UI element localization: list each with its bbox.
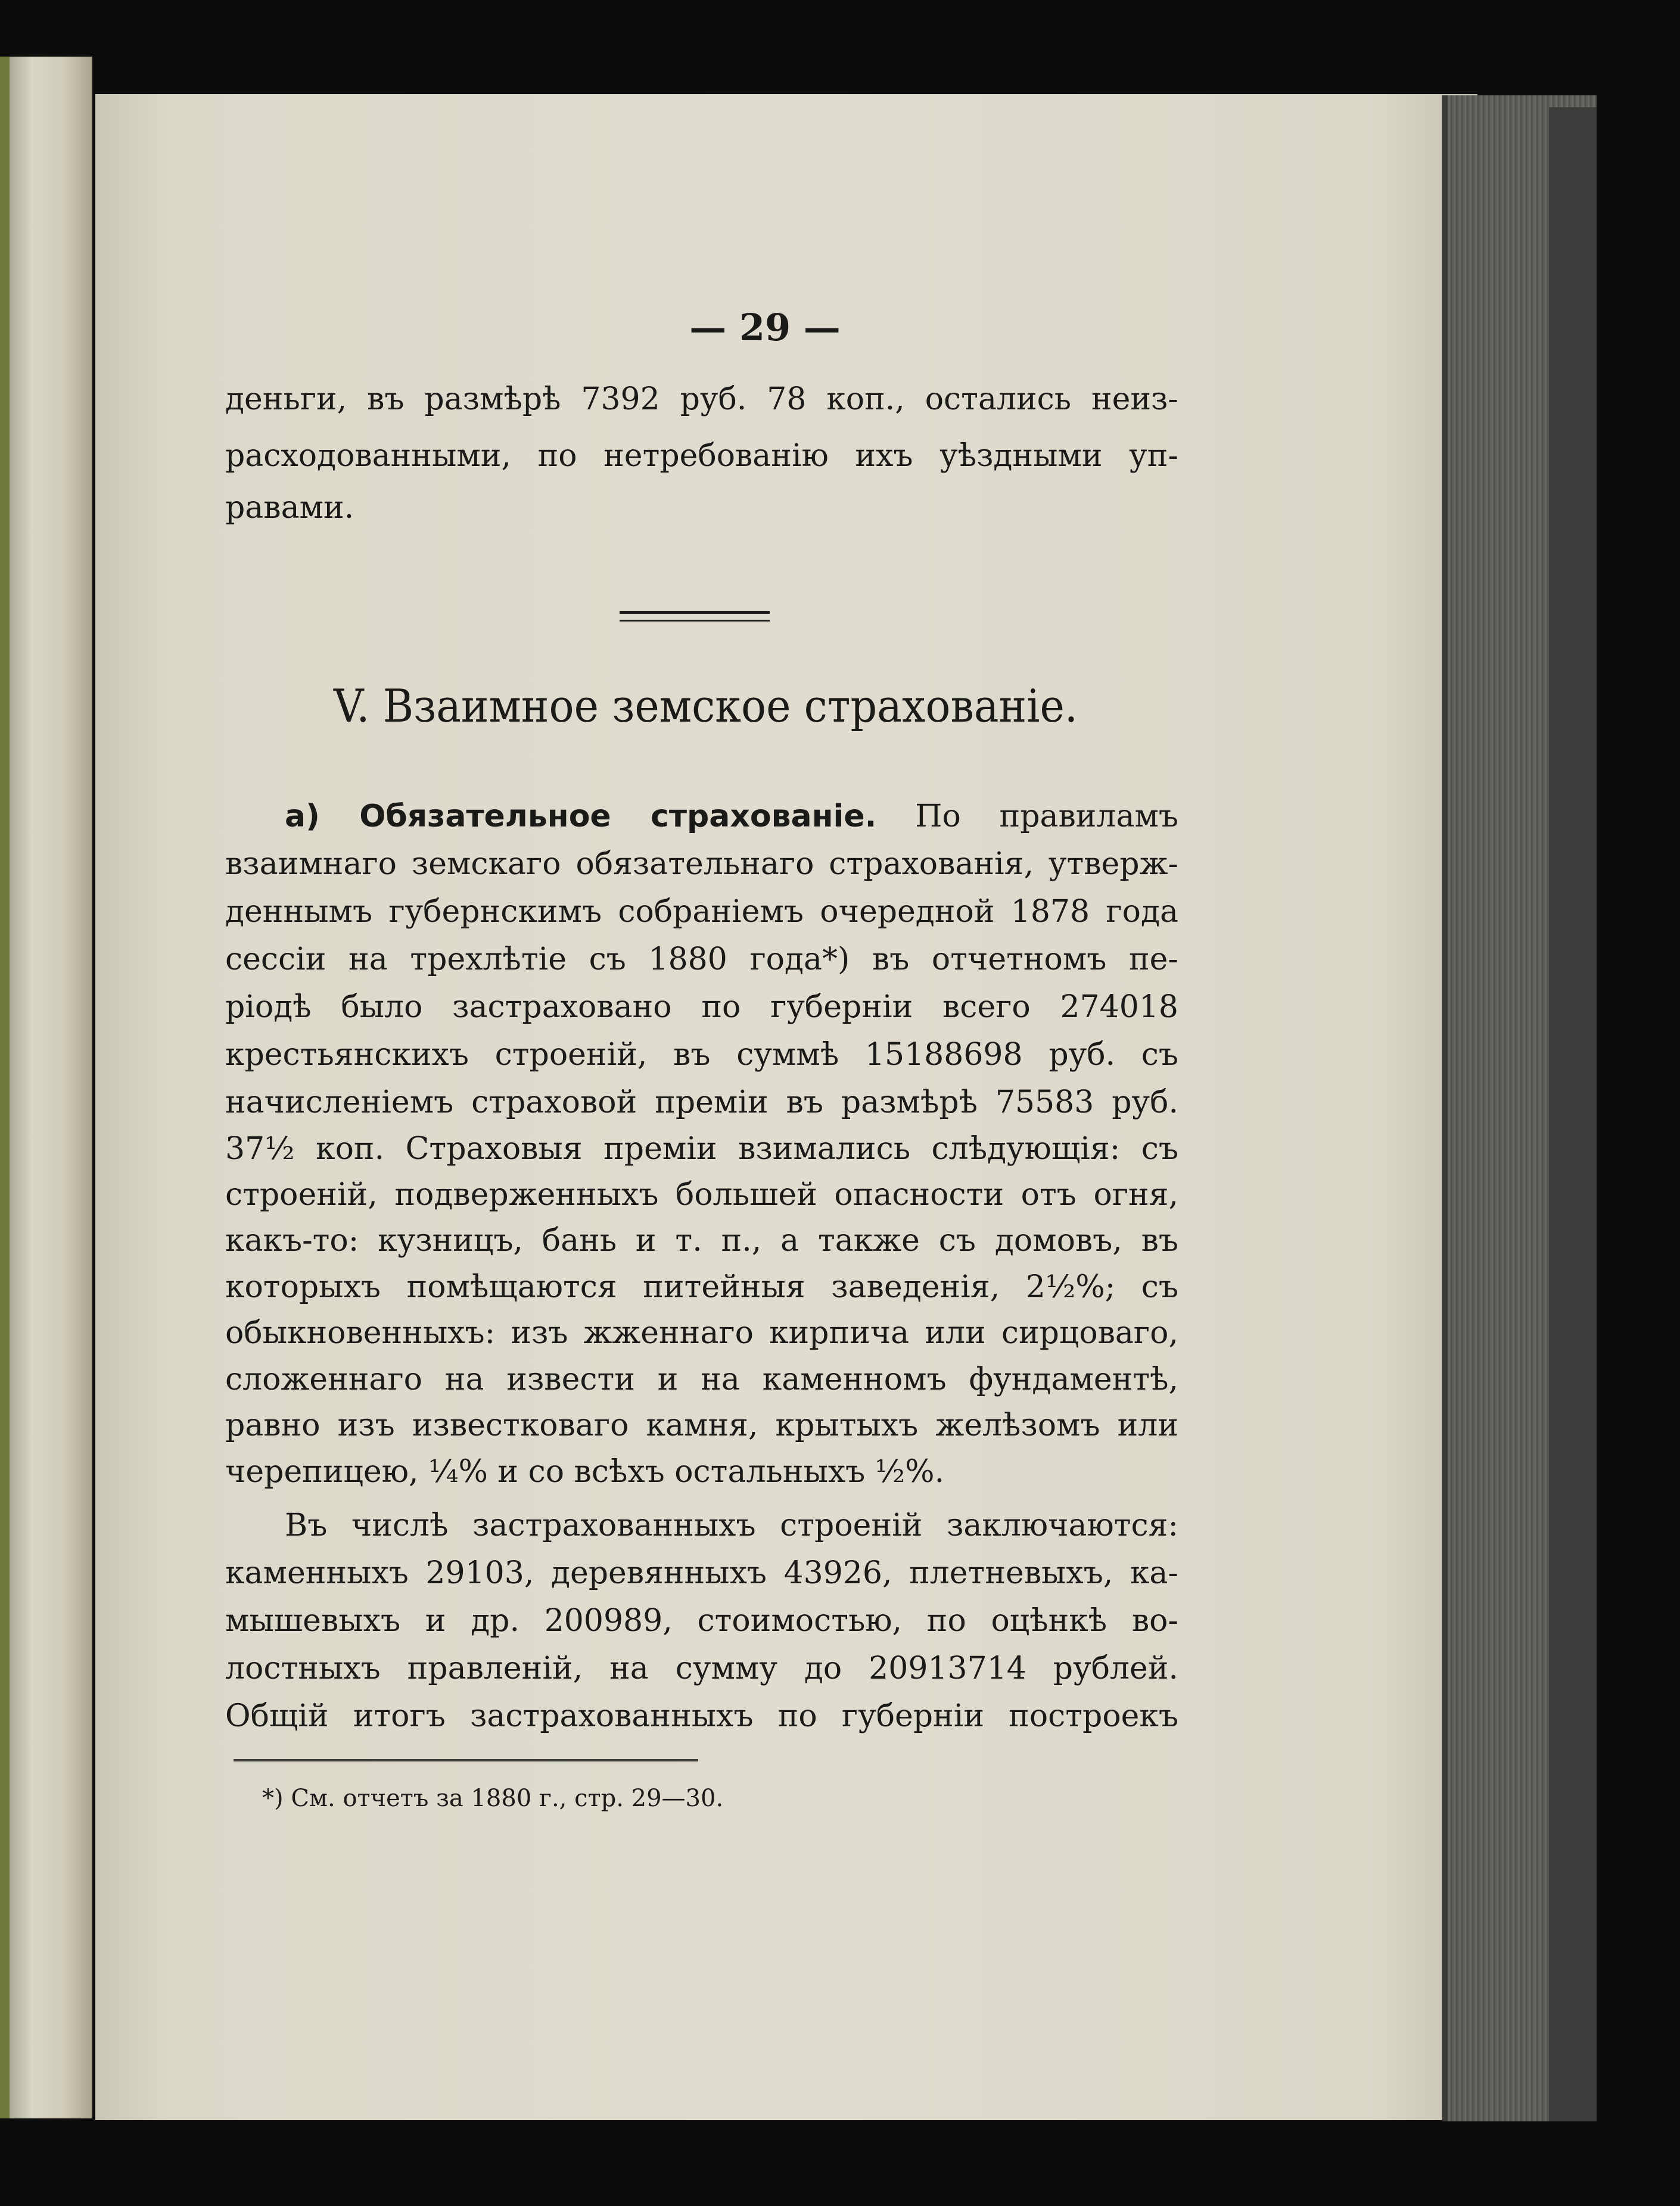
text-line: которыхъ помѣщаются питейныя заведенія, 2½%; съ xyxy=(225,1269,1178,1305)
text-line: каменныхъ 29103, деревянныхъ 43926, плетневыхъ, ка- xyxy=(225,1555,1178,1591)
text-line: деннымъ губернскимъ собраніемъ очередной 1878 года xyxy=(225,894,1178,930)
text-line: взаимнаго земскаго обязательнаго страхованія, утверж- xyxy=(225,846,1178,882)
text-line: сложеннаго на извести и на каменномъ фундаментѣ, xyxy=(225,1362,1178,1397)
book-cover-edge xyxy=(1549,107,1597,2121)
text-line: черепицею, ¼% и со всѣхъ остальныхъ ½%. xyxy=(225,1454,945,1490)
section-divider xyxy=(620,611,770,622)
footnote: *) См. отчетъ за 1880 г., стр. 29—30. xyxy=(262,1785,724,1812)
text-line: сессіи на трехлѣтіе съ 1880 года*) въ отчетномъ пе- xyxy=(225,942,1178,977)
text-line: 37½ коп. Страховыя преміи взимались слѣдующія: съ xyxy=(225,1131,1178,1167)
section-heading: V. Взаимное земское страхованіе. xyxy=(334,679,1078,732)
text-line: ріодѣ было застраховано по губерніи всего 274018 xyxy=(225,989,1178,1025)
text-line: лостныхъ правленій, на сумму до 20913714 рублей. xyxy=(225,1651,1178,1686)
text-line: какъ-то: кузницъ, бань и т. п., а также съ домовъ, въ xyxy=(225,1223,1178,1259)
text-run: По правиламъ xyxy=(876,798,1178,834)
page-number: — 29 — xyxy=(689,306,841,349)
text-line: Общій итогъ застрахованныхъ по губерніи построекъ xyxy=(225,1698,1178,1734)
text-line: мышевыхъ и др. 200989, стоимостью, по оцѣнкѣ во- xyxy=(225,1603,1178,1639)
text-line: деньги, въ размѣрѣ 7392 руб. 78 коп., остались неиз- xyxy=(225,381,1178,417)
text-line: крестьянскихъ строеній, въ суммѣ 15188698 руб. съ xyxy=(225,1037,1178,1073)
text-line: равами. xyxy=(225,490,354,526)
footnote-divider xyxy=(234,1759,698,1761)
text-line: Въ числѣ застрахованныхъ строеній заключаются: xyxy=(285,1508,1178,1543)
text-line: строеній, подверженныхъ большей опасности отъ огня, xyxy=(225,1177,1178,1213)
text-line: начисленіемъ страховой преміи въ размѣрѣ 75583 руб. xyxy=(225,1085,1178,1120)
text-line: обыкновенныхъ: изъ жженнаго кирпича или сирцоваго, xyxy=(225,1315,1178,1351)
subsection-label: а) Обязательное страхованіе. xyxy=(285,798,877,834)
paragraph-first-line xyxy=(285,798,1178,834)
left-page-edge xyxy=(0,57,92,2118)
text-line: расходованными, по нетребованію ихъ уѣздными уп- xyxy=(225,438,1178,474)
text-line: равно изъ известковаго камня, крытыхъ желѣзомъ или xyxy=(225,1408,1178,1443)
left-page-strip xyxy=(0,57,10,2118)
